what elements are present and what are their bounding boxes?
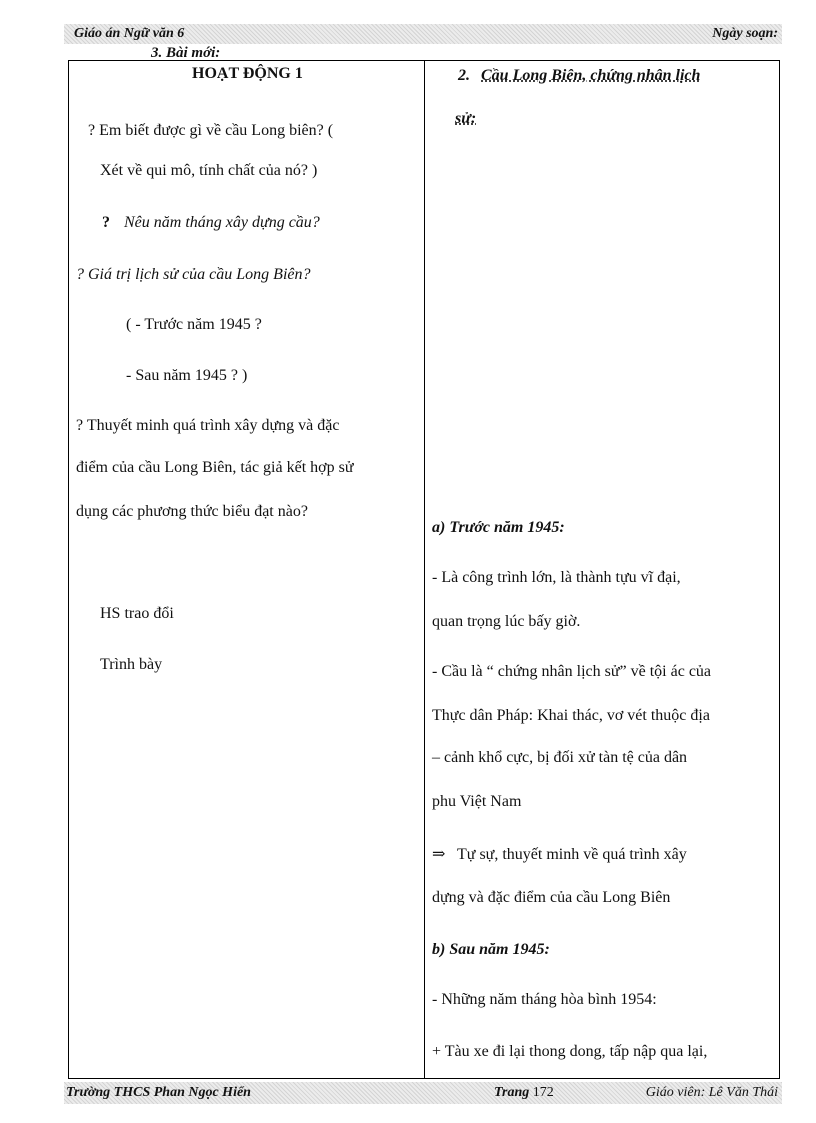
question-4-line-2: điểm của cầu Long Biên, tác giả kết hợp sử (76, 459, 354, 476)
subsection-a-p1-line-2: quan trọng lúc bấy giờ. (432, 613, 581, 630)
subsection-a-title: a) Trước năm 1945: (432, 519, 565, 536)
subsection-a-p2-line-2: Thực dân Pháp: Khai thác, vơ vét thuộc địa (432, 707, 710, 724)
subsection-a-p2-line-4: phu Việt Nam (432, 793, 522, 810)
footer-page (494, 1085, 554, 1101)
question-4-line-1: ? Thuyết minh quá trình xây dựng và đặc (76, 417, 340, 434)
header-subject: Giáo án Ngữ văn 6 (74, 26, 185, 41)
section-title: 3. Bài mới: (151, 45, 221, 61)
page-footer (64, 1082, 782, 1104)
question-3-before: ( - Trước năm 1945 ? (126, 316, 262, 333)
footer-page-label: Trang (494, 1085, 530, 1100)
question-4-line-3: dụng các phương thức biểu đạt nào? (76, 503, 308, 520)
header-date-label: Ngày soạn: (712, 26, 778, 41)
subsection-b-p2: + Tàu xe đi lại thong dong, tấp nập qua lại, (432, 1043, 708, 1060)
student-discuss: HS trao đổi (100, 605, 174, 622)
question-1-line-1: ? Em biết được gì về cầu Long biên? ( (88, 122, 334, 139)
conclusion-line-2: dựng và đặc điểm của cầu Long Biên (432, 889, 671, 906)
question-1-line-2: Xét về qui mô, tính chất của nó? ) (100, 162, 318, 179)
question-3-after: - Sau năm 1945 ? ) (126, 367, 248, 384)
footer-page-number: 172 (532, 1085, 554, 1100)
student-present: Trình bày (100, 656, 163, 673)
column-divider (424, 60, 425, 1079)
activity-title: HOẠT ĐỘNG 1 (192, 65, 303, 82)
subsection-b-title: b) Sau năm 1945: (432, 941, 550, 958)
right-heading-continued: sử: (455, 110, 477, 127)
conclusion-arrow-icon: ⇒ (432, 846, 446, 863)
subsection-a-p2-line-1: - Cầu là “ chứng nhân lịch sử” về tội ác của (432, 663, 712, 680)
subsection-a-p2-line-3: – cảnh khổ cực, bị đối xử tàn tệ của dân (432, 749, 688, 766)
right-heading-number: 2. (458, 67, 470, 84)
subsection-a-p1-line-1: - Là công trình lớn, là thành tựu vĩ đại, (432, 569, 681, 586)
subsection-b-p1: - Những năm tháng hòa bình 1954: (432, 991, 657, 1008)
footer-school: Trường THCS Phan Ngọc Hiển (66, 1085, 251, 1100)
page-header (64, 24, 782, 44)
question-2-text: Nêu năm tháng xây dựng cầu? (124, 214, 320, 231)
question-2-mark: ? (102, 214, 110, 231)
conclusion-line-1: Tự sự, thuyết minh về quá trình xây (457, 846, 687, 863)
question-3: ? Giá trị lịch sử của cầu Long Biên? (76, 266, 311, 283)
right-heading-text: Cầu Long Biên, chứng nhân lịch (481, 67, 701, 84)
footer-teacher: Giáo viên: Lê Văn Thái (645, 1085, 778, 1100)
